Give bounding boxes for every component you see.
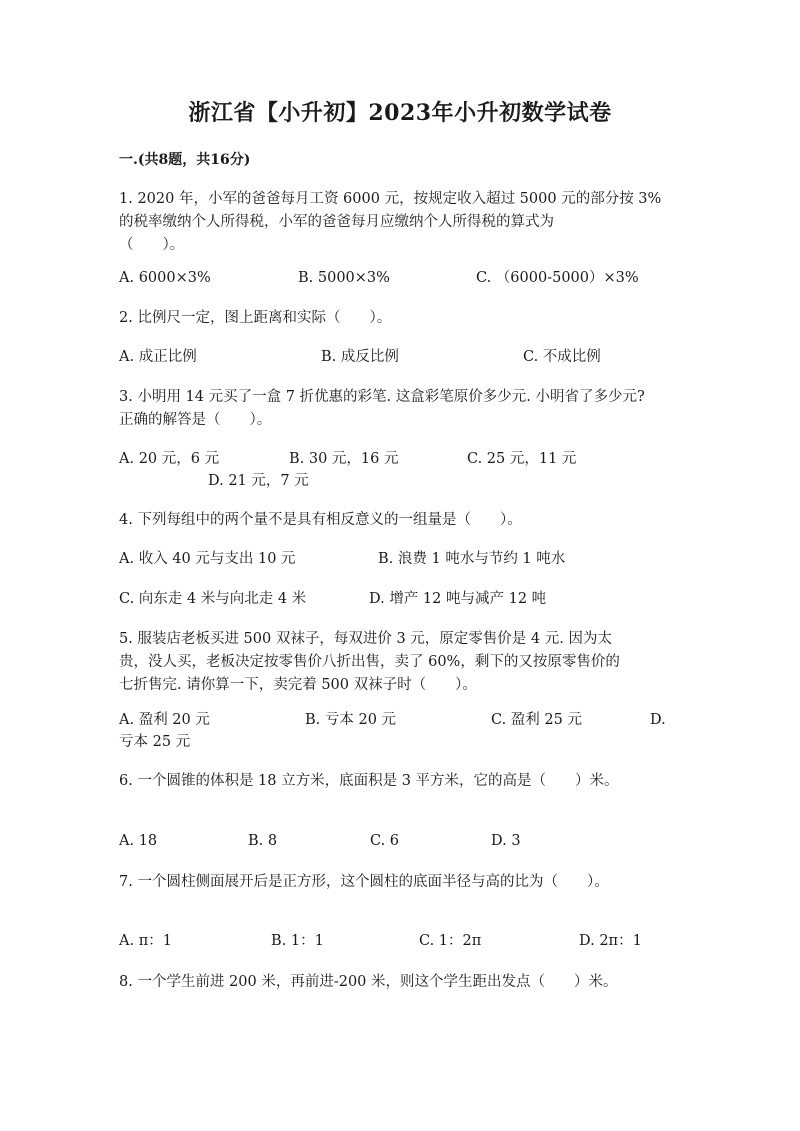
question-6-options bbox=[119, 830, 679, 853]
option-b: B. 5000×3% bbox=[298, 270, 390, 286]
question-line: 2. 比例尺一定，图上距离和实际（ ）。 bbox=[119, 310, 392, 326]
question-2-options bbox=[119, 346, 679, 369]
question-line: 1. 2020 年，小军的爸爸每月工资 6000 元，按规定收入超过 5000 元的部分按 3% bbox=[119, 191, 662, 207]
question-3-options-row1 bbox=[119, 448, 679, 471]
question-line: （ ）。 bbox=[119, 237, 185, 253]
question-5-stem bbox=[119, 628, 689, 697]
question-line: 正确的解答是（ ）。 bbox=[119, 412, 272, 428]
option-a: A. 成正比例 bbox=[119, 349, 197, 365]
option-c: C. （6000-5000）×3% bbox=[476, 270, 639, 286]
option-c: C. 不成比例 bbox=[523, 349, 601, 365]
question-4-options-row1 bbox=[119, 548, 679, 571]
question-line: 3. 小明用 14 元买了一盒 7 折优惠的彩笔. 这盒彩笔原价多少元. 小明省了多少元? bbox=[119, 389, 645, 405]
section-heading: 一.(共8题，共16分) bbox=[119, 152, 251, 168]
question-7-options bbox=[119, 930, 679, 953]
option-b: B. 成反比例 bbox=[321, 349, 399, 365]
option-d: D. 2π：1 bbox=[579, 933, 642, 949]
question-2-stem bbox=[119, 307, 689, 330]
question-3-stem bbox=[119, 386, 689, 432]
question-8-stem bbox=[119, 971, 689, 994]
option-a: A. 6000×3% bbox=[119, 270, 211, 286]
option-a: A. 20 元，6 元 bbox=[119, 451, 220, 467]
option-a: A. 盈利 20 元 bbox=[119, 712, 210, 728]
question-line: 6. 一个圆锥的体积是 18 立方米，底面积是 3 平方米，它的高是（ ）米。 bbox=[119, 773, 619, 789]
question-line: 贵，没人买，老板决定按零售价八折出售，卖了 60%，剩下的又按原零售价的 bbox=[119, 654, 620, 670]
question-4-options-row2 bbox=[119, 588, 679, 611]
option-b: B. 30 元，16 元 bbox=[289, 451, 399, 467]
option-b: B. 8 bbox=[248, 833, 278, 849]
option-d: D. 21 元，7 元 bbox=[208, 473, 309, 489]
question-line: 4. 下列每组中的两个量不是具有相反意义的一组量是（ ）。 bbox=[119, 512, 522, 528]
option-a: A. 收入 40 元与支出 10 元 bbox=[119, 551, 296, 567]
option-d: D. 增产 12 吨与减产 12 吨 bbox=[369, 591, 547, 607]
option-c: C. 25 元，11 元 bbox=[467, 451, 577, 467]
question-5-options-row2 bbox=[119, 731, 679, 754]
question-line: 8. 一个学生前进 200 米，再前进-200 米，则这个学生距出发点（ ）米。 bbox=[119, 974, 618, 990]
page-title: 浙江省【小升初】2023年小升初数学试卷 bbox=[188, 100, 612, 126]
option-b: B. 1：1 bbox=[271, 933, 324, 949]
question-3-options-row2 bbox=[119, 470, 679, 493]
option-c: C. 1：2π bbox=[419, 933, 482, 949]
question-line: 5. 服装店老板买进 500 双袜子，每双进价 3 元，原定零售价是 4 元. 因为太 bbox=[119, 631, 612, 647]
question-line: 七折售完. 请你算一下，卖完着 500 双袜子时（ ）。 bbox=[119, 677, 477, 693]
option-c: C. 盈利 25 元 bbox=[491, 712, 582, 728]
question-1-stem bbox=[119, 188, 689, 257]
option-d-text: 亏本 25 元 bbox=[119, 734, 191, 750]
option-b: B. 亏本 20 元 bbox=[305, 712, 397, 728]
option-a: A. π：1 bbox=[119, 933, 172, 949]
option-c: C. 向东走 4 米与向北走 4 米 bbox=[119, 591, 307, 607]
option-c: C. 6 bbox=[370, 833, 400, 849]
question-line: 7. 一个圆柱侧面展开后是正方形，这个圆柱的底面半径与高的比为（ ）。 bbox=[119, 874, 609, 890]
option-d: D. 3 bbox=[491, 833, 521, 849]
option-a: A. 18 bbox=[119, 833, 158, 849]
question-line: 的税率缴纳个人所得税，小军的爸爸每月应缴纳个人所得税的算式为 bbox=[119, 214, 554, 230]
question-6-stem bbox=[119, 770, 689, 793]
question-4-stem bbox=[119, 509, 689, 532]
option-d-label: D. bbox=[650, 712, 666, 728]
question-7-stem bbox=[119, 871, 689, 894]
question-1-options bbox=[119, 267, 679, 290]
option-b: B. 浪费 1 吨水与节约 1 吨水 bbox=[378, 551, 566, 567]
question-5-options-row1 bbox=[119, 709, 679, 732]
